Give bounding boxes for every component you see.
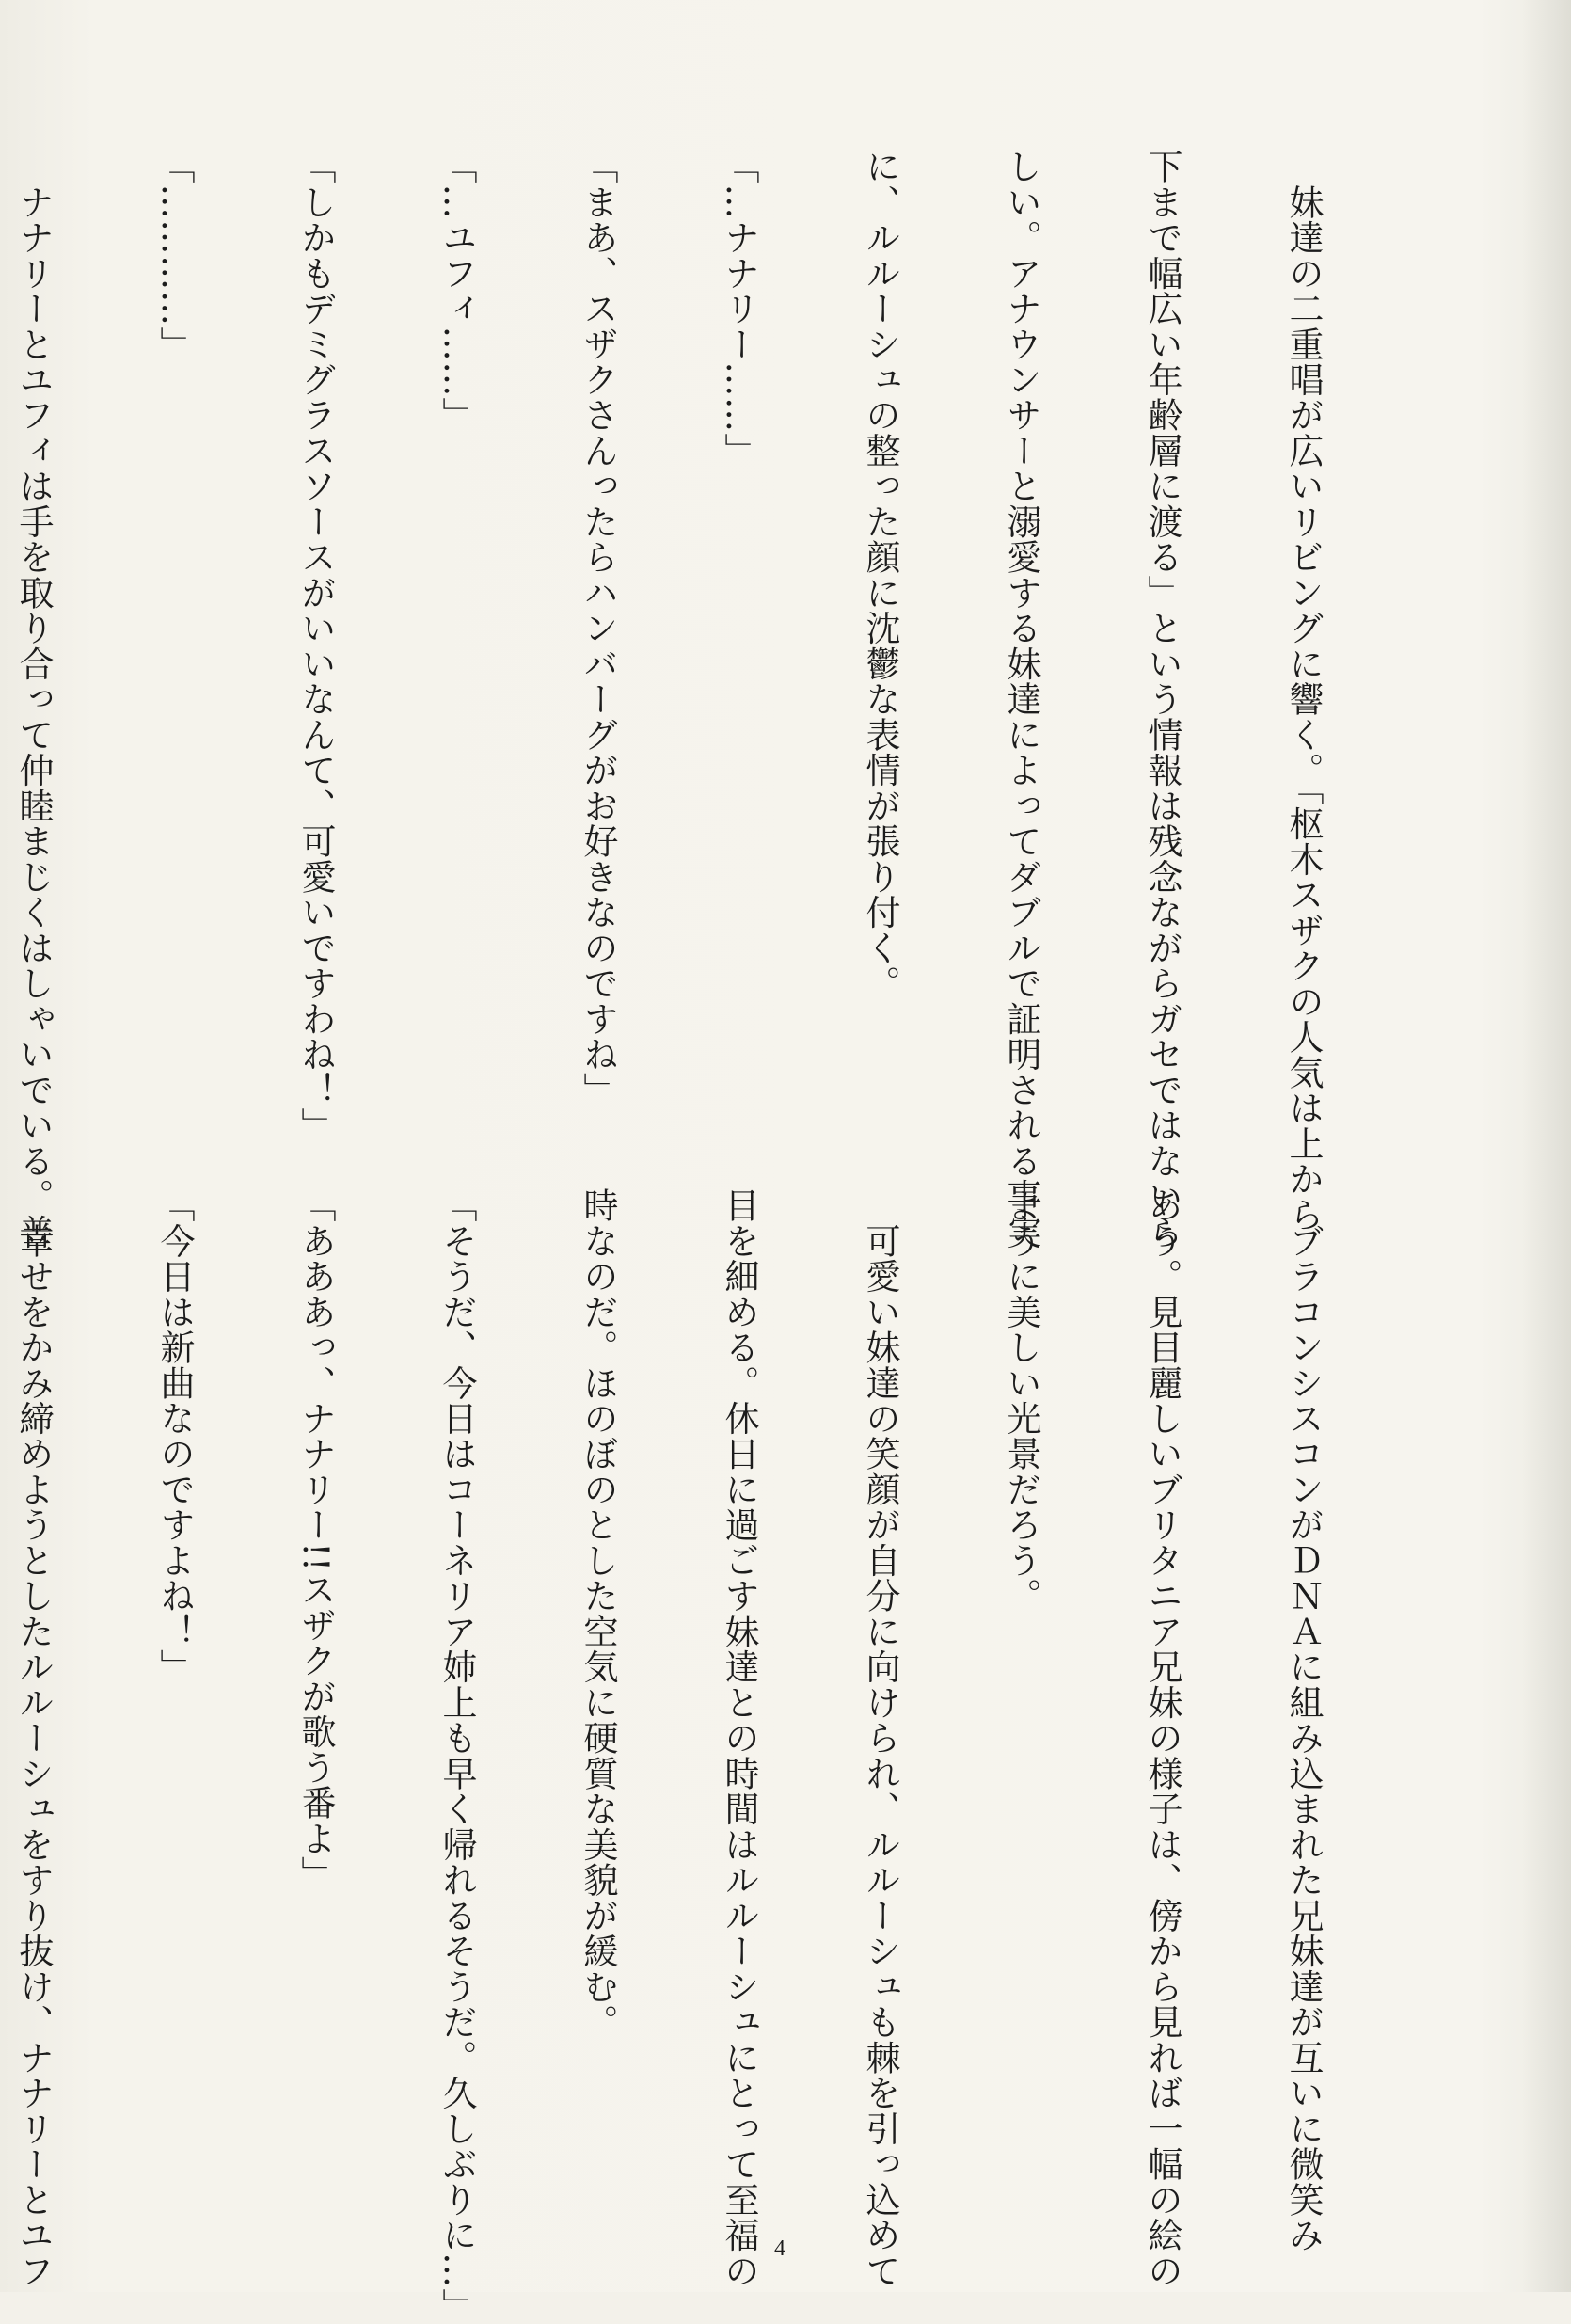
text-column: に、ルルーシュの整った顔に沈鬱な表情が張り付く。 (860, 149, 900, 1001)
text-column: 目を細める。休日に過ごす妹達との時間はルルーシュにとって至福の (719, 1187, 759, 2288)
text-block-bottom (0, 1187, 1420, 2324)
text-column: 時なのだ。ほのぼのとした空気に硬質な美貌が緩む。 (578, 1187, 618, 2040)
page-number: 4 (774, 2236, 786, 2261)
text-column: 妹達の二重唱が広いリビングに響く。「枢木スザクの人気は上から (1283, 149, 1324, 1233)
text-column: 「今日は新曲なのですよね！」 (154, 1187, 195, 1685)
text-column: 「…ナナリー……」 (719, 149, 759, 469)
text-column: しい。アナウンサーと溺愛する妹達によってダブルで証明される事実 (1001, 149, 1041, 1250)
text-column: 下まで幅広い年齢層に渡る」という情報は残念ながらガセではないら (1142, 149, 1182, 1250)
text-column: ナナリーとユフィは手を取り合って仲睦まじくはしゃいでいる。普 (13, 149, 54, 1250)
text-column: あう。見目麗しいブリタニア兄妹の様子は、傍から見れば一幅の絵の (1142, 1187, 1182, 2288)
text-column: 「…………」 (154, 149, 195, 362)
text-column: 「あああっ、ナナリー!!スザクが歌う番よ」 (295, 1187, 336, 1892)
text-column: ように美しい光景だろう。 (1001, 1187, 1041, 1614)
text-column: 「そうだ、今日はコーネリア姉上も早く帰れるそうだ。久しぶりに…」 (436, 1187, 477, 2324)
text-column: ブラコンシスコンがＤＮＡに組み込まれた兄妹達が互いに微笑み (1283, 1187, 1324, 2253)
text-column: 可愛い妹達の笑顔が自分に向けられ、ルルーシュも棘を引っ込めて (860, 1187, 900, 2288)
page-edge-shadow (1522, 0, 1571, 2292)
text-column: 「しかもデミグラスソースがいいなんて、可愛いですわね！」 (295, 149, 336, 1143)
text-column: 幸せをかみ締めようとしたルルーシュをすり抜け、ナナリーとユフ (13, 1187, 54, 2288)
text-column: 「…ユフィ……」 (436, 149, 477, 433)
text-column: 「まあ、スザクさんったらハンバーグがお好きなのですね」 (578, 149, 618, 1107)
text-block-top (0, 149, 1420, 1250)
